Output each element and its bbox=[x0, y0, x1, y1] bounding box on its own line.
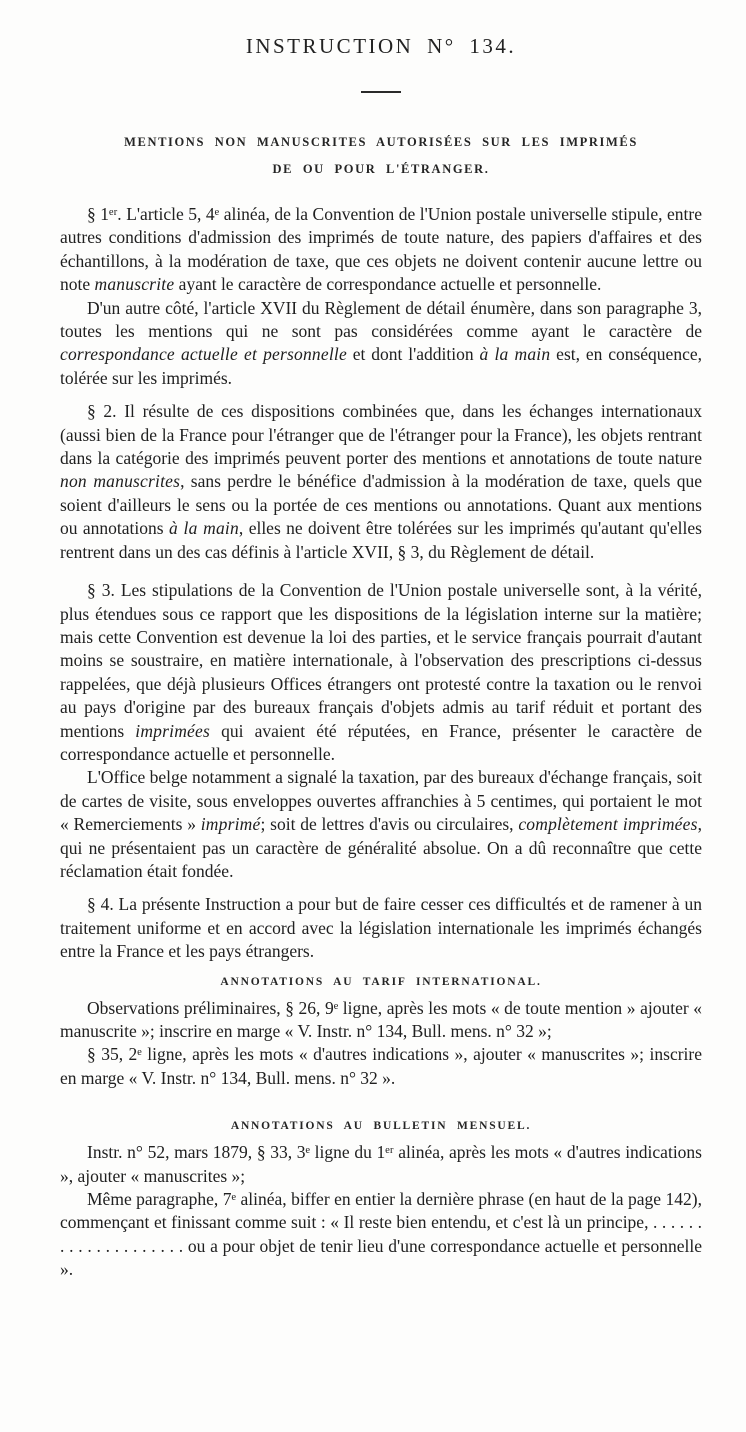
paragraph-tarif-observation-2: § 35, 2ᵉ ligne, après les mots « d'autres indications », ajouter « manuscrites »; inscrire en marge « V. Instr. n° 134, Bull. mens. n° 32 ». bbox=[60, 1044, 702, 1088]
paragraph-bulletin-instruction-1: Instr. n° 52, mars 1879, § 33, 3ᵉ ligne du 1ᵉʳ alinéa, après les mots « d'autres indications », ajouter « manuscrites »; bbox=[60, 1142, 702, 1186]
doc-body bbox=[60, 203, 702, 1282]
paragraph-tarif-observation-1: Observations préliminaires, § 26, 9ᵉ ligne, après les mots « de toute mention » ajouter « manuscrite »; inscrire en marge « V. Instr. n° 134, Bull. mens. n° 32 »; bbox=[60, 997, 702, 1041]
paragraph-office-belge: L'Office belge notamment a signalé la taxation, par des bureaux d'échange français, soit de cartes de visite, sous enveloppes ouvertes affranchies à 5 centimes, qui portaient le mot « Remerciements » imprimé; soit de lettres d'avis ou circulaires, complètement imprimées, qui ne présentaient pas un caractère de généralité absolue. On a dû reconnaître que cette réclamation était fondée. bbox=[60, 767, 702, 881]
section-heading-bulletin-mensuel: ANNOTATIONS AU BULLETIN MENSUEL. bbox=[230, 1120, 532, 1133]
paragraph-section-1: § 1ᵉʳ. L'article 5, 4ᵉ alinéa, de la Convention de l'Union postale universelle stipule, entre autres conditions d'admission des imprimés de toute nature, des papiers d'affaires et des échantillons, à la modération de taxe, que ces objets ne doivent contenir aucune lettre ou note manuscrite ayant le caractère de correspondance actuelle et personnelle. bbox=[60, 204, 702, 295]
doc-subtitle-line2: DE OU POUR L'ÉTRANGER. bbox=[272, 162, 490, 176]
paragraph-section-4: § 4. La présente Instruction a pour but de faire cesser ces difficultés et de ramener à un traitement uniforme et en accord avec la législation internationale les imprimés échangés entre la France et les pays étrangers. bbox=[60, 894, 702, 962]
paragraph-section-3: § 3. Les stipulations de la Convention de l'Union postale universelle sont, à la vérité, plus étendues sous ce rapport que les dispositions de la législation interne sur la matière; mais cette Convention est devenue la loi des parties, et le service français pourrait d'autant moins se soustraire, en matière internationale, à l'observation des prescriptions ci-dessus rappelées, que déjà plusieurs Offices étrangers ont protesté contre la taxation ou le renvoi au pays d'origine par des bureaux français d'objets admis au tarif réduit et portant des mentions imprimées qui avaient été réputées, en France, présenter le caractère de correspondance actuelle et personnelle. bbox=[60, 580, 702, 764]
paragraph-bulletin-instruction-2: Même paragraphe, 7ᵉ alinéa, biffer en entier la dernière phrase (en haut de la page 142), commençant et finissant comme suit : « Il reste bien entendu, et c'est là un principe, . . . . . . . . . . . . . . . . . . . . ou a pour objet de tenir lieu d'une correspondance actuelle et personnelle ». bbox=[60, 1189, 702, 1280]
title-rule-divider bbox=[361, 91, 401, 93]
section-heading-tarif-international: ANNOTATIONS AU TARIF INTERNATIONAL. bbox=[220, 975, 542, 988]
paragraph-section-2: § 2. Il résulte de ces dispositions combinées que, dans les échanges internationaux (aussi bien de la France pour l'étranger que de l'étranger pour la France), les objets rentrant dans la catégorie des imprimés peuvent porter des mentions et annotations de toute nature non manuscrites, sans perdre le bénéfice d'admission à la modération de taxe, quels que soient d'ailleurs le sens ou la portée de ces mentions ou annotations. Quant aux mentions ou annotations à la main, elles ne doivent être tolérées sur les imprimés qu'autant qu'elles rentrent dans un des cas définis à l'article XVII, § 3, du Règlement de détail. bbox=[60, 401, 702, 562]
doc-subtitle bbox=[60, 129, 702, 183]
doc-subtitle-line1: MENTIONS NON MANUSCRITES AUTORISÉES SUR LES IMPRIMÉS bbox=[124, 135, 638, 149]
paragraph-section-1-continued: D'un autre côté, l'article XVII du Règlement de détail énumère, dans son paragraphe 3, toutes les mentions qui ne sont pas considérées comme ayant le caractère de correspondance actuelle et personnelle et dont l'addition à la main est, en conséquence, tolérée sur les imprimés. bbox=[60, 297, 702, 388]
doc-title: INSTRUCTION N° 134. bbox=[245, 34, 517, 58]
